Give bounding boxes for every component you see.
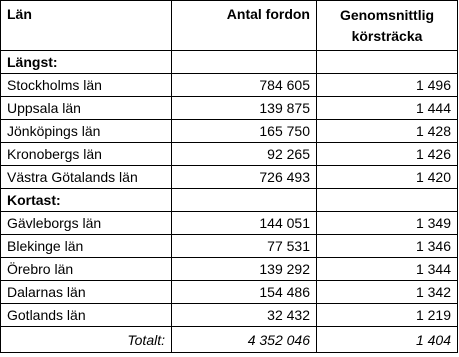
section-row-longest [1, 51, 458, 74]
header-genomsnittlig-korstracka [317, 1, 458, 51]
section-row-shortest [1, 189, 458, 212]
header-lan: Län [1, 1, 172, 51]
empty-cell [317, 51, 458, 74]
lan-cell: Västra Götalands län [1, 166, 172, 189]
km-cell: 1 496 [317, 74, 458, 97]
header-col3-line2: körsträcka [351, 28, 423, 44]
antal-cell: 32 432 [172, 304, 317, 327]
lan-cell: Gotlands län [1, 304, 172, 327]
antal-cell: 784 605 [172, 74, 317, 97]
lan-cell: Dalarnas län [1, 281, 172, 304]
lan-cell: Örebro län [1, 258, 172, 281]
km-cell: 1 342 [317, 281, 458, 304]
km-cell: 1 349 [317, 212, 458, 235]
km-cell: 1 428 [317, 120, 458, 143]
section-title-shortest: Kortast: [1, 189, 172, 212]
antal-cell: 77 531 [172, 235, 317, 258]
section-title-longest: Längst: [1, 51, 172, 74]
table-row [1, 281, 458, 304]
antal-cell: 165 750 [172, 120, 317, 143]
antal-cell: 154 486 [172, 281, 317, 304]
lan-cell: Gävleborgs län [1, 212, 172, 235]
lan-cell: Kronobergs län [1, 143, 172, 166]
table-row [1, 258, 458, 281]
empty-cell [317, 189, 458, 212]
lan-cell: Stockholms län [1, 74, 172, 97]
table-row [1, 143, 458, 166]
lan-cell: Blekinge län [1, 235, 172, 258]
antal-cell: 144 051 [172, 212, 317, 235]
km-cell: 1 346 [317, 235, 458, 258]
table-row [1, 97, 458, 120]
empty-cell [172, 51, 317, 74]
km-cell: 1 344 [317, 258, 458, 281]
empty-cell [172, 189, 317, 212]
table-row [1, 235, 458, 258]
antal-cell: 139 875 [172, 97, 317, 120]
table-row [1, 120, 458, 143]
table-row [1, 304, 458, 327]
km-cell: 1 420 [317, 166, 458, 189]
km-cell: 1 219 [317, 304, 458, 327]
header-row [1, 1, 458, 51]
total-antal: 4 352 046 [172, 327, 317, 353]
antal-cell: 726 493 [172, 166, 317, 189]
antal-cell: 92 265 [172, 143, 317, 166]
lan-cell: Jönköpings län [1, 120, 172, 143]
antal-cell: 139 292 [172, 258, 317, 281]
header-antal-fordon: Antal fordon [172, 1, 317, 51]
total-km: 1 404 [317, 327, 458, 353]
table-row [1, 166, 458, 189]
km-cell: 1 426 [317, 143, 458, 166]
table-row [1, 74, 458, 97]
header-col3-line1: Genomsnittlig [339, 7, 435, 23]
km-cell: 1 444 [317, 97, 458, 120]
lan-cell: Uppsala län [1, 97, 172, 120]
total-row [1, 327, 458, 353]
total-label: Totalt: [1, 327, 172, 353]
table-row [1, 212, 458, 235]
